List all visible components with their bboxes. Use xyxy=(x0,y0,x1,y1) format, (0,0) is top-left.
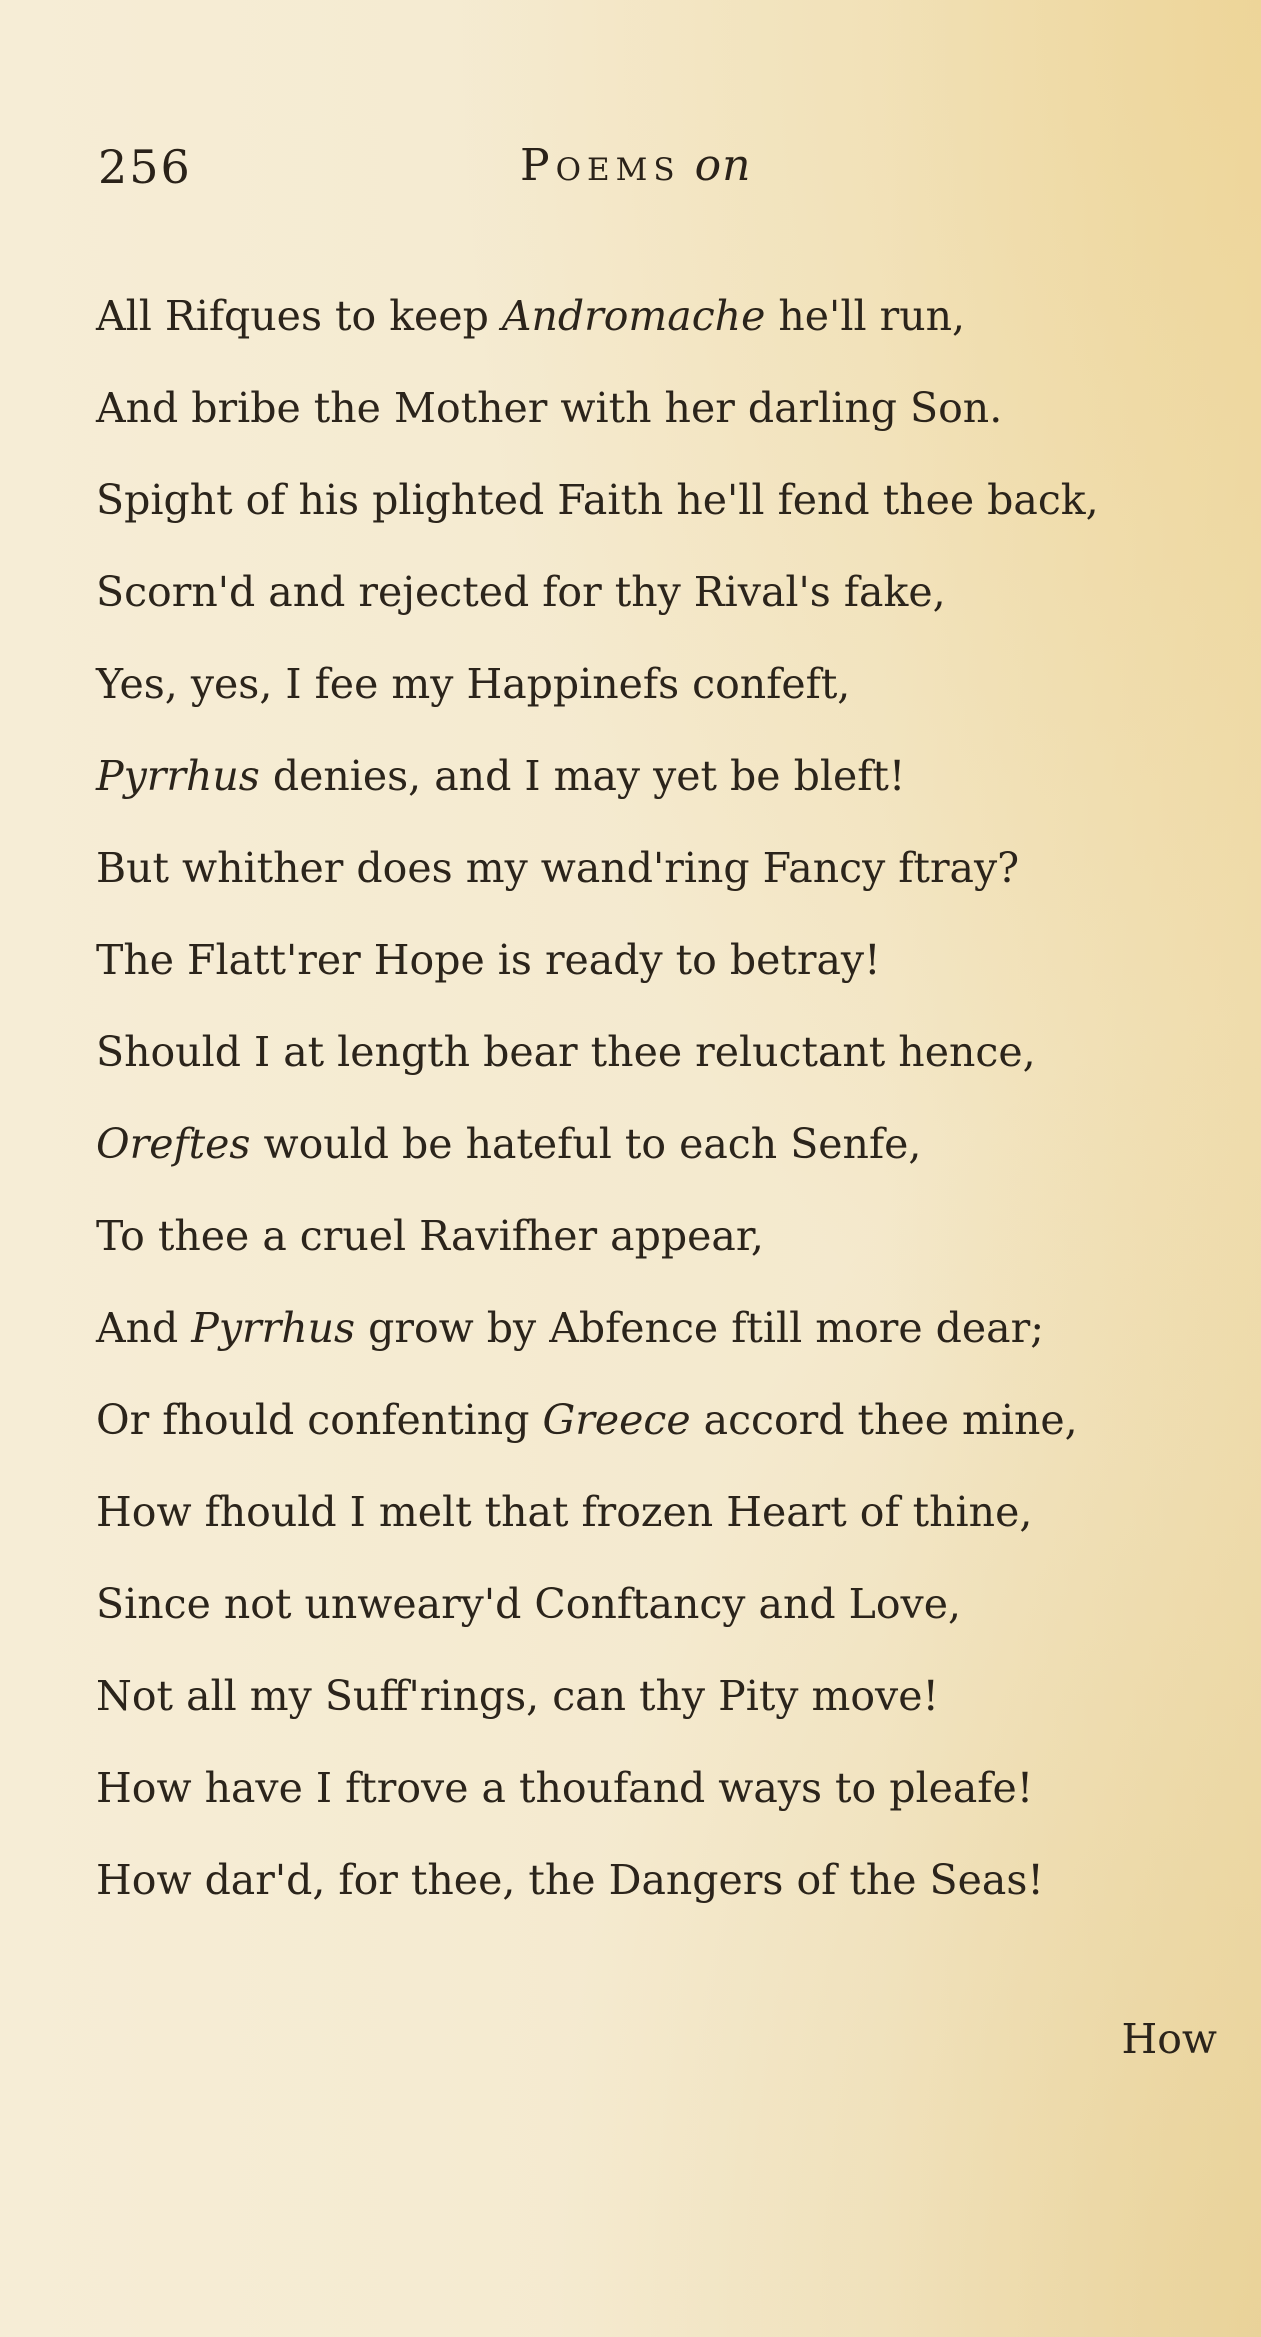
line-text: grow by Abfence ftill more dear; xyxy=(355,1304,1045,1352)
poem-line xyxy=(96,914,1216,1006)
poem-line xyxy=(96,1650,1216,1742)
line-text: Spight of his plighted Faith he'll fend thee back, xyxy=(96,476,1099,524)
line-text: Should I at length bear thee reluctant hence, xyxy=(96,1028,1036,1076)
line-text: accord thee mine, xyxy=(690,1396,1078,1444)
page-header xyxy=(0,140,1261,210)
line-text: The Flatt'rer Hope is ready to betray! xyxy=(96,936,881,984)
line-text: would be hateful to each Senfe, xyxy=(250,1120,922,1168)
poem-line xyxy=(96,1282,1216,1374)
page-number: 256 xyxy=(98,140,192,194)
line-text: Or fhould confenting xyxy=(96,1396,543,1444)
line-text: But whither does my wand'ring Fancy ftray? xyxy=(96,844,1020,892)
running-head-title: Poems xyxy=(520,140,681,191)
line-text: Not all my Suff'rings, can thy Pity move! xyxy=(96,1672,939,1720)
line-text: denies, and I may yet be bleft! xyxy=(259,752,906,800)
poem-line xyxy=(96,270,1216,362)
line-text: Yes, yes, I fee my Happinefs confeft, xyxy=(96,660,851,708)
running-head-italic: on xyxy=(694,140,752,191)
line-text: And bribe the Mother with her darling Son. xyxy=(96,384,1003,432)
poem-line xyxy=(96,546,1216,638)
poem-line xyxy=(96,822,1216,914)
line-text: And xyxy=(96,1304,192,1352)
italic-name: Greece xyxy=(542,1396,691,1444)
poem-text xyxy=(96,270,1216,1926)
poem-line xyxy=(96,1742,1216,1834)
poem-line xyxy=(96,1190,1216,1282)
poem-line xyxy=(96,454,1216,546)
line-text: All Rifques to keep xyxy=(96,292,502,340)
italic-name: Pyrrhus xyxy=(191,1304,356,1352)
poem-line xyxy=(96,730,1216,822)
poem-line xyxy=(96,1098,1216,1190)
line-text: Scorn'd and rejected for thy Rival's fake, xyxy=(96,568,946,616)
line-text: How fhould I melt that frozen Heart of thine, xyxy=(96,1488,1033,1536)
poem-line xyxy=(96,638,1216,730)
poem-line xyxy=(96,1006,1216,1098)
line-text: he'll run, xyxy=(765,292,966,340)
italic-name: Pyrrhus xyxy=(96,752,260,800)
poem-line xyxy=(96,1558,1216,1650)
line-text: Since not unweary'd Conftancy and Love, xyxy=(96,1580,962,1628)
line-text: How have I ftrove a thoufand ways to pleafe! xyxy=(96,1764,1034,1812)
running-head xyxy=(520,140,751,191)
italic-name: Oreftes xyxy=(96,1120,251,1168)
poem-line xyxy=(96,1834,1216,1926)
line-text: How dar'd, for thee, the Dangers of the Seas! xyxy=(96,1856,1044,1904)
poem-line xyxy=(96,1374,1216,1466)
poem-line xyxy=(96,1466,1216,1558)
catchword: How xyxy=(1121,2015,1217,2063)
line-text: To thee a cruel Ravifher appear, xyxy=(96,1212,764,1260)
poem-line xyxy=(96,362,1216,454)
italic-name: Andromache xyxy=(501,292,766,340)
